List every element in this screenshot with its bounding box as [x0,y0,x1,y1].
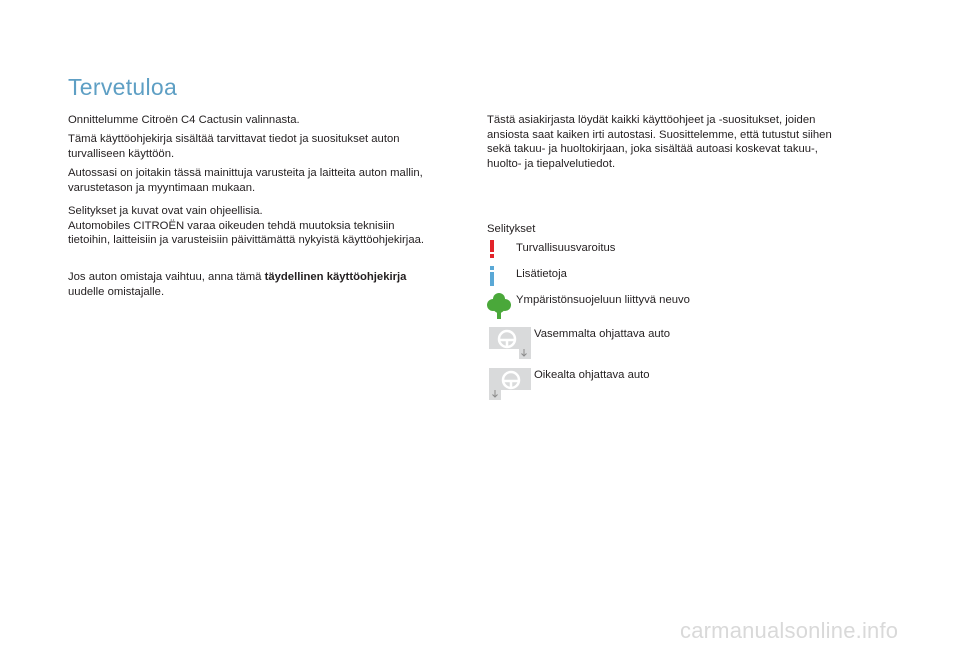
legend-title: Selitykset [487,223,536,235]
page-title: Tervetuloa [68,74,178,100]
manual-description-paragraph: Tästä asiakirjasta löydät kaikki käyttöohjeet ja -suositukset, joiden ansiosta saat kaiken irti autostasi. Suosittelemme, että tutustut siihen sekä takuu- ja huoltokirjaan, joka sisältää autoasi koskevat takuu-, huolto- ja tiepalvelutiedot. [487,114,832,170]
warning-exclamation-icon [488,240,496,258]
ownership-paragraph: Jos auton omistaja vaihtuu, anna tämä täydellinen käyttöohjekirja uudelle omistajalle. [68,271,407,298]
equipment-paragraph: Autossasi on joitakin tässä mainittuja varusteita ja laitteita auton mallin, varustetason ja myyntimaan mukaan. [68,167,423,194]
full-manual-emphasis: täydellinen käyttöohjekirja [264,271,407,283]
legend-safety-label: Turvallisuusvaroitus [516,242,616,254]
watermark: carmanualsonline.info [680,618,899,643]
legend-info-label: Lisätietoja [516,268,567,280]
purpose-paragraph: Tämä käyttöohjekirja sisältää tarvittavat tiedot ja suositukset auton turvalliseen käyttöön. [68,133,400,160]
left-hand-drive-icon [489,327,531,359]
legend-lhd-label: Vasemmalta ohjattava auto [534,328,671,340]
info-i-icon [488,266,496,286]
legend-rhd-label: Oikealta ohjattava auto [534,369,650,381]
tree-environment-icon [487,292,511,320]
intro-paragraph: Onnittelumme Citroën C4 Cactusin valinnasta. [68,114,300,126]
legend-environment-label: Ympäristönsuojeluun liittyvä neuvo [516,294,690,306]
disclaimer-paragraph: Selitykset ja kuvat ovat vain ohjeellisia. Automobiles CITROËN varaa oikeuden tehdä muutoksia teknisiin tietoihin, laitteisiin ja varusteisiin päivittämättä nykyistä käyttöohjekirjaa. [68,205,425,247]
right-hand-drive-icon [489,368,531,400]
